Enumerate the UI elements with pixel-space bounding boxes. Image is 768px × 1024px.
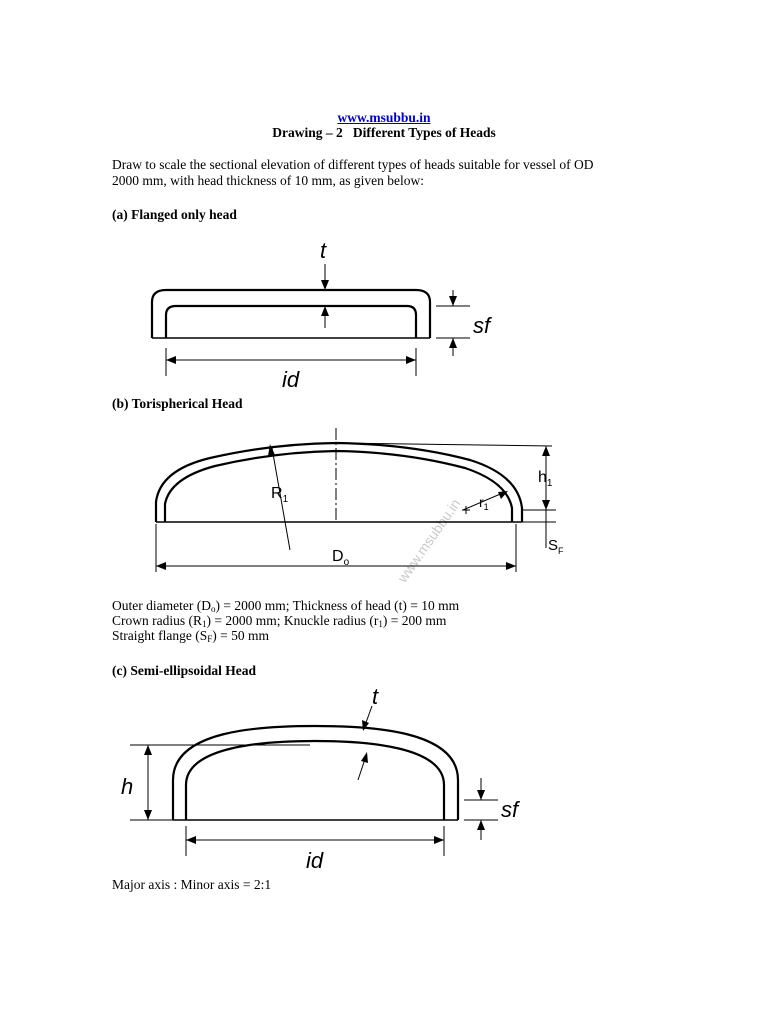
website-link-row (0, 110, 768, 126)
torispherical-head-diagram (0, 420, 768, 590)
label-id: id (282, 367, 300, 392)
label-r1-knuckle: $r_1$ (479, 494, 489, 512)
label-r1-crown: $R_1$ (271, 485, 289, 505)
label-sf: $S_F$ (548, 537, 564, 556)
label-do: $D_o$ (332, 548, 350, 568)
label-t: t (320, 238, 327, 263)
label-sf: sf (473, 313, 491, 338)
label-h1: $h_1$ (538, 469, 553, 489)
section-c-heading: (c) Semi-ellipsoidal Head (112, 663, 256, 678)
semi-ellipsoidal-head-diagram (0, 680, 768, 880)
flanged-head-diagram (0, 230, 768, 400)
section-b-heading: (b) Torispherical Head (112, 396, 243, 411)
watermark-text: www.msubbu.in (394, 495, 464, 586)
label-t: t (372, 684, 379, 709)
axis-ratio-note: Major axis : Minor axis = 2:1 (112, 877, 272, 892)
spec-line-3: Straight flange $(S_F) = 50$ mm (112, 628, 269, 644)
spec-line-2: Crown radius $(R_1) = 2000$ mm; Knuckle radius $(r_1) = 200$ mm (112, 613, 447, 629)
website-link[interactable]: www.msubbu.in (337, 110, 431, 125)
page-title: Drawing – 2 Different Types of Heads (272, 125, 496, 140)
label-id: id (306, 848, 324, 873)
section-a-heading: (a) Flanged only head (112, 207, 237, 222)
label-sf: sf (501, 797, 519, 822)
intro-line-2: 2000 mm, with head thickness of 10 mm, as given below: (112, 173, 424, 188)
intro-line-1: Draw to scale the sectional elevation of different types of heads suitable for vessel of OD (112, 157, 594, 172)
label-h: h (121, 774, 134, 799)
spec-line-1: Outer diameter $(D_o) = 2000$ mm; Thickness of head (t) = 10 mm (112, 598, 460, 614)
